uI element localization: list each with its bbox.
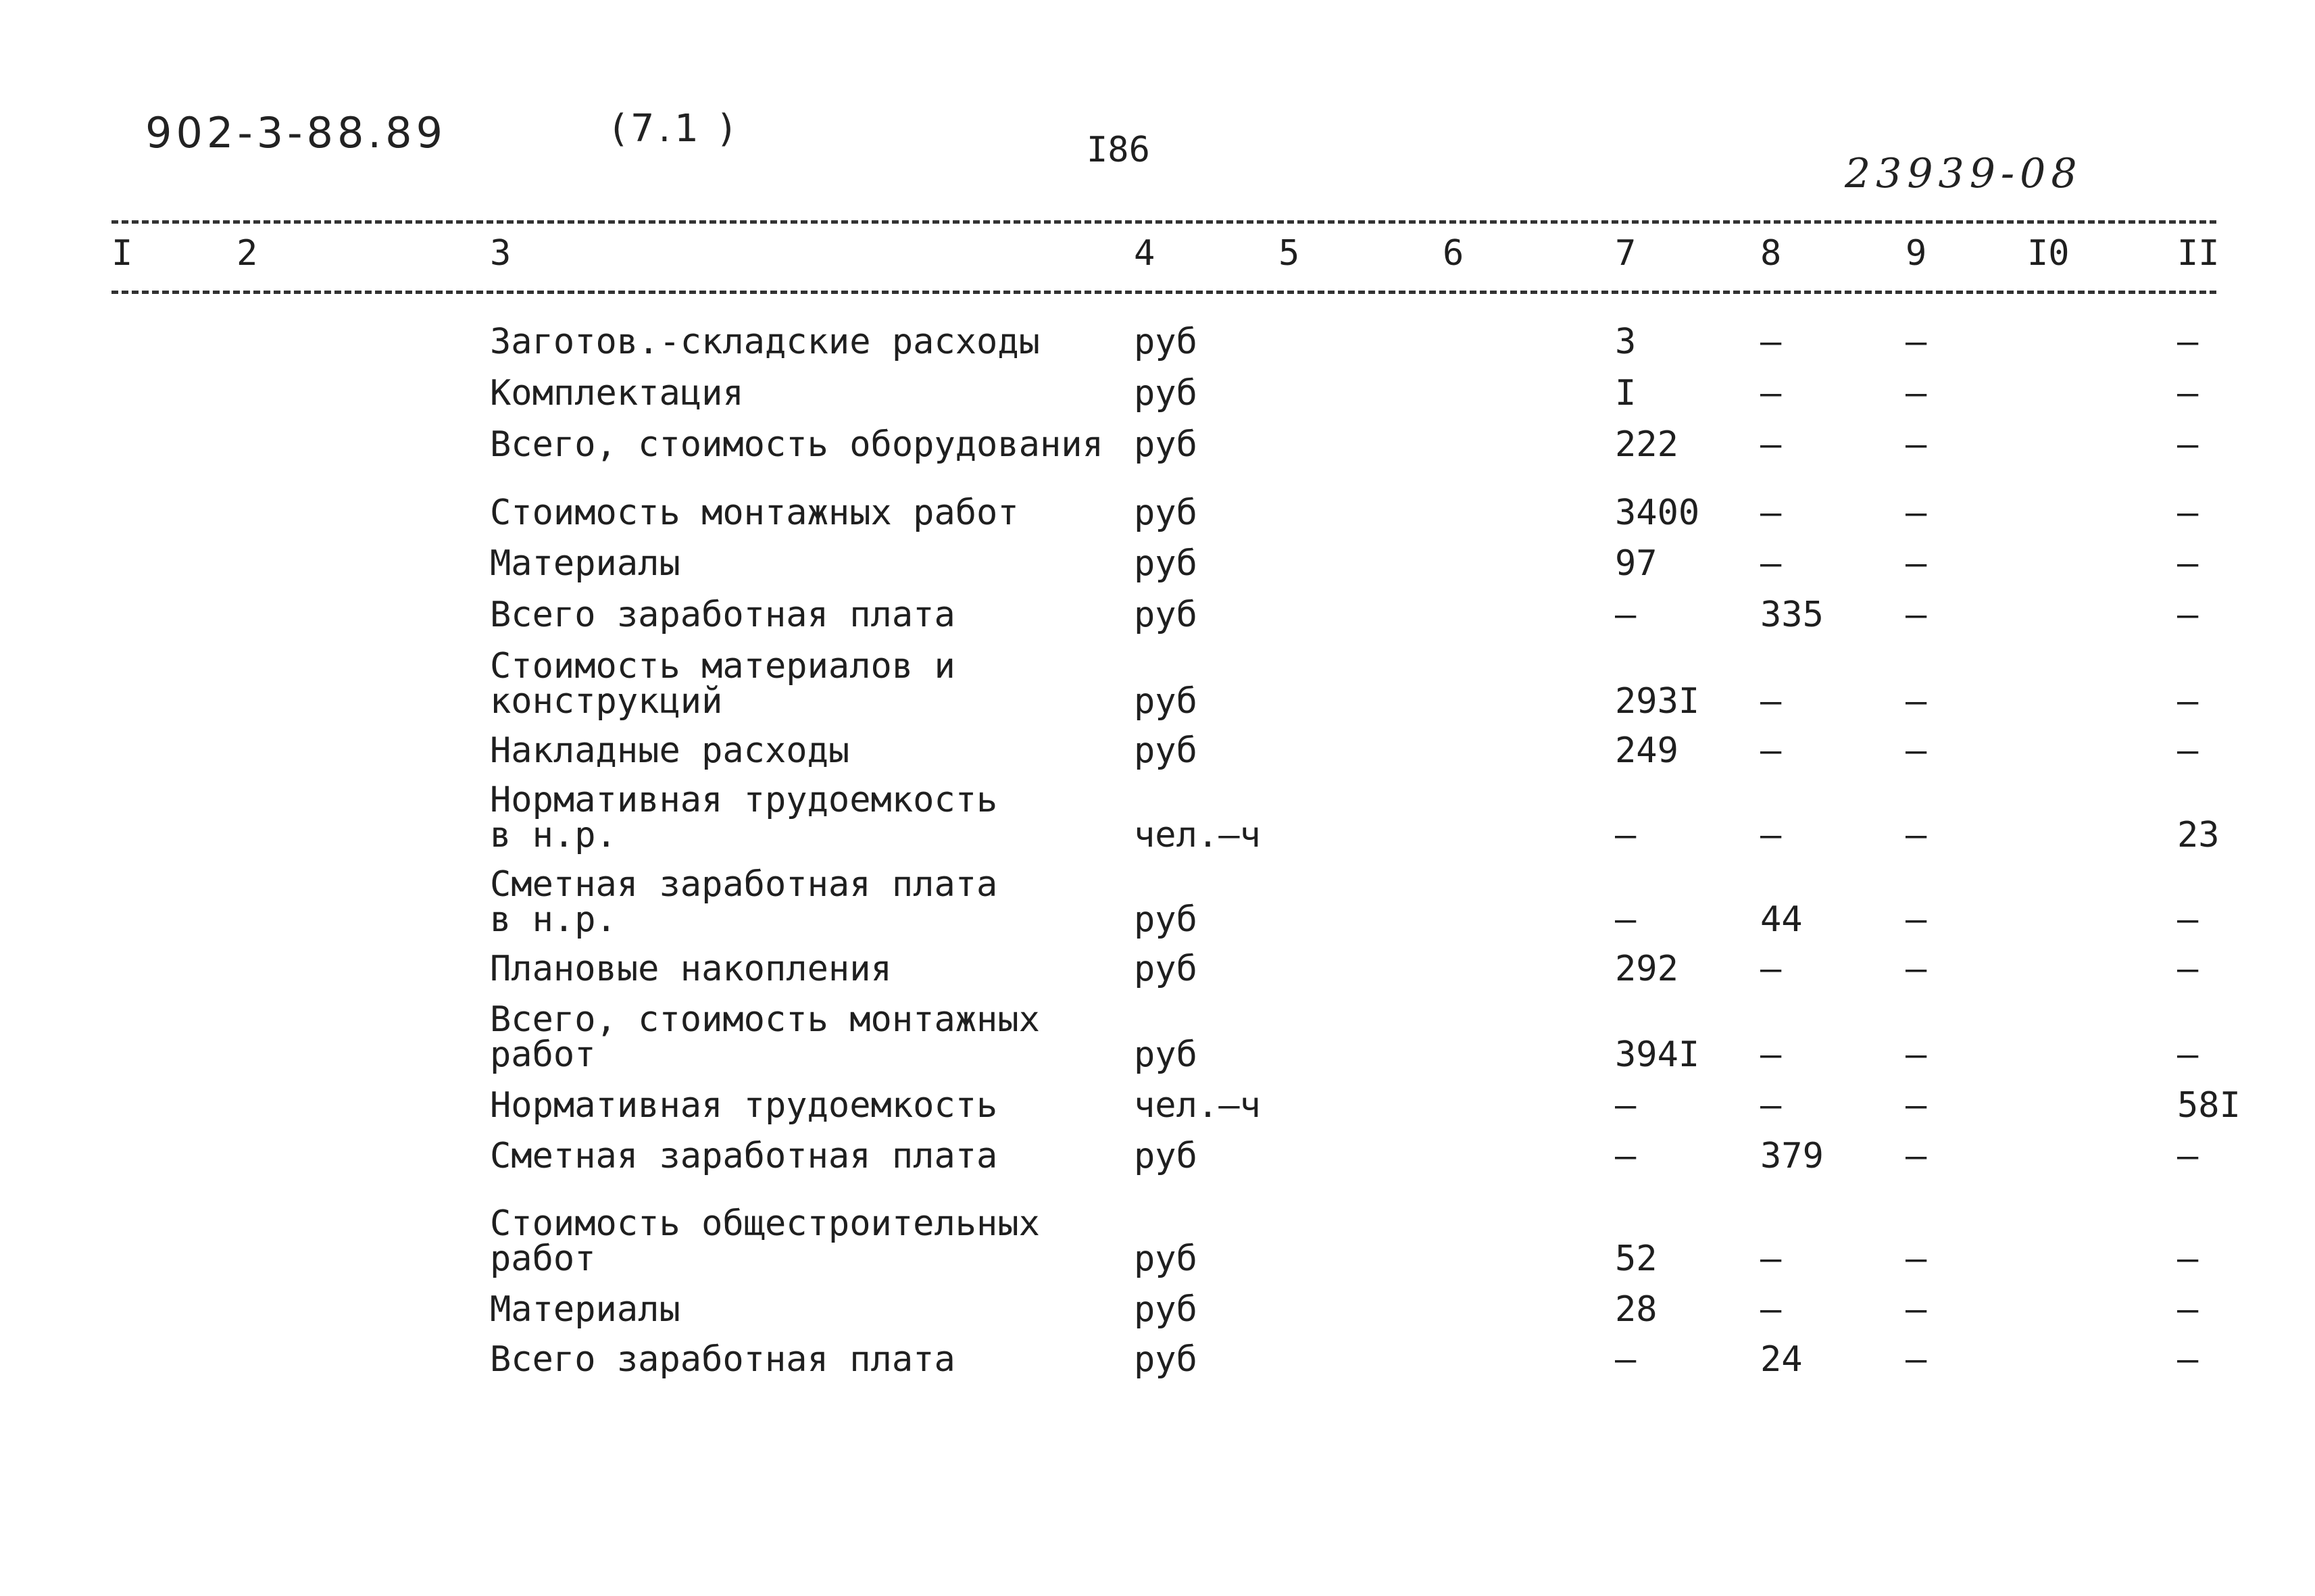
value-col-11: –: [2177, 1339, 2199, 1380]
value-col-9: –: [1906, 322, 1927, 362]
value-col-11: –: [2177, 373, 2199, 414]
item-name: Нормативная трудоемкость в н.р.: [490, 780, 998, 855]
value-col-7: I: [1615, 373, 1637, 414]
value-col-11: –: [2177, 730, 2199, 771]
value-col-7: –: [1615, 595, 1637, 635]
table-row: [0, 1203, 2315, 1279]
item-name: Материалы: [490, 543, 680, 584]
table-row: [0, 1339, 2315, 1380]
item-unit: руб: [1134, 730, 1197, 771]
table-row: [0, 782, 2315, 853]
value-col-9: –: [1906, 681, 1927, 722]
column-number-8: 8: [1760, 233, 1782, 274]
value-col-7: 249: [1615, 730, 1678, 771]
table-row: [0, 951, 2315, 987]
table-row: [0, 864, 2315, 940]
value-col-9: –: [1906, 543, 1927, 584]
item-unit: руб: [1134, 595, 1197, 635]
value-col-7: 394I: [1615, 1034, 1700, 1075]
value-col-9: –: [1906, 1289, 1927, 1330]
value-col-8: –: [1760, 1289, 1782, 1330]
value-col-11: –: [2177, 1289, 2199, 1330]
document-code: 902-3-88.89: [145, 108, 447, 157]
section-number: (7.1 ): [612, 107, 738, 151]
value-col-8: 335: [1760, 595, 1824, 635]
column-number-3: 3: [490, 233, 512, 274]
value-col-9: –: [1906, 899, 1927, 940]
column-number-2: 2: [237, 233, 258, 274]
value-col-9: –: [1906, 595, 1927, 635]
item-unit: руб: [1134, 1339, 1197, 1380]
column-number-5: 5: [1278, 233, 1300, 274]
value-col-9: –: [1906, 1136, 1927, 1176]
page-number: I86: [1087, 130, 1150, 170]
value-col-8: 379: [1760, 1136, 1824, 1176]
item-unit: руб: [1134, 681, 1197, 722]
item-name: Материалы: [490, 1289, 680, 1330]
value-col-9: –: [1906, 730, 1927, 771]
value-col-9: –: [1906, 424, 1927, 465]
value-col-11: –: [2177, 424, 2199, 465]
value-col-8: –: [1760, 1239, 1782, 1279]
value-col-11: –: [2177, 1136, 2199, 1176]
item-name: Плановые накопления: [490, 949, 892, 989]
value-col-7: 292: [1615, 949, 1678, 989]
value-col-8: –: [1760, 543, 1782, 584]
column-number-11: II: [2177, 233, 2220, 274]
table-row: [0, 1136, 2315, 1176]
table-row: [0, 322, 2315, 362]
column-number-7: 7: [1615, 233, 1637, 274]
item-unit: руб: [1134, 322, 1197, 362]
value-col-11: –: [2177, 899, 2199, 940]
value-col-11: –: [2177, 1034, 2199, 1075]
table-row: [0, 373, 2315, 414]
value-col-9: –: [1906, 493, 1927, 533]
value-col-9: –: [1906, 1239, 1927, 1279]
value-col-8: –: [1760, 681, 1782, 722]
item-name: Всего заработная плата: [490, 1339, 955, 1380]
table-row: [0, 543, 2315, 584]
table-row: [0, 1085, 2315, 1126]
value-col-8: –: [1760, 493, 1782, 533]
table-row: [0, 999, 2315, 1075]
table-row: [0, 646, 2315, 722]
item-unit: руб: [1134, 1034, 1197, 1075]
column-number-1: I: [111, 233, 133, 274]
item-name: Всего, стоимость оборудования: [490, 424, 1103, 465]
archive-number: 23939-08: [1845, 150, 2083, 197]
item-unit: руб: [1134, 543, 1197, 584]
value-col-11: 23: [2177, 815, 2220, 855]
value-col-7: –: [1615, 1085, 1637, 1126]
value-col-7: 52: [1615, 1239, 1658, 1279]
value-col-9: –: [1906, 373, 1927, 414]
item-name: Сметная заработная плата в н.р.: [490, 864, 998, 940]
item-unit: руб: [1134, 949, 1197, 989]
item-name: Заготов.-складские расходы: [490, 322, 1040, 362]
item-name: Стоимость монтажных работ: [490, 493, 1019, 533]
value-col-9: –: [1906, 1034, 1927, 1075]
item-name: Всего, стоимость монтажных работ: [490, 999, 1040, 1075]
value-col-8: –: [1760, 949, 1782, 989]
value-col-7: –: [1615, 1136, 1637, 1176]
item-unit: руб: [1134, 373, 1197, 414]
item-unit: руб: [1134, 1289, 1197, 1330]
value-col-7: 28: [1615, 1289, 1658, 1330]
item-name: Всего заработная плата: [490, 595, 955, 635]
value-col-7: 3: [1615, 322, 1637, 362]
value-col-9: –: [1906, 815, 1927, 855]
column-number-10: I0: [2027, 233, 2070, 274]
value-col-8: –: [1760, 1034, 1782, 1075]
value-col-9: –: [1906, 1339, 1927, 1380]
value-col-9: –: [1906, 1085, 1927, 1126]
item-unit: руб: [1134, 899, 1197, 940]
value-col-11: –: [2177, 1239, 2199, 1279]
table-row: [0, 1289, 2315, 1330]
value-col-11: –: [2177, 543, 2199, 584]
value-col-9: –: [1906, 949, 1927, 989]
value-col-8: –: [1760, 1085, 1782, 1126]
value-col-7: –: [1615, 815, 1637, 855]
value-col-8: –: [1760, 815, 1782, 855]
column-number-9: 9: [1906, 233, 1927, 274]
value-col-11: –: [2177, 493, 2199, 533]
table-row: [0, 493, 2315, 533]
value-col-7: 293I: [1615, 681, 1700, 722]
item-unit: чел.–ч: [1134, 1085, 1261, 1126]
value-col-7: 97: [1615, 543, 1658, 584]
column-number-6: 6: [1443, 233, 1464, 274]
item-name: Сметная заработная плата: [490, 1136, 998, 1176]
table-row: [0, 730, 2315, 771]
value-col-8: –: [1760, 322, 1782, 362]
value-col-11: –: [2177, 681, 2199, 722]
value-col-8: 24: [1760, 1339, 1803, 1380]
table-row: [0, 595, 2315, 635]
item-name: Накладные расходы: [490, 730, 850, 771]
value-col-7: –: [1615, 1339, 1637, 1380]
value-col-8: –: [1760, 424, 1782, 465]
item-unit: руб: [1134, 1136, 1197, 1176]
item-unit: руб: [1134, 1239, 1197, 1279]
table-row: [0, 424, 2315, 465]
value-col-7: 222: [1615, 424, 1678, 465]
value-col-11: –: [2177, 949, 2199, 989]
value-col-8: 44: [1760, 899, 1803, 940]
value-col-11: –: [2177, 595, 2199, 635]
value-col-11: –: [2177, 322, 2199, 362]
item-name: Комплектация: [490, 373, 744, 414]
item-unit: чел.–ч: [1134, 815, 1261, 855]
value-col-8: –: [1760, 373, 1782, 414]
value-col-7: 3400: [1615, 493, 1700, 533]
item-unit: руб: [1134, 493, 1197, 533]
item-unit: руб: [1134, 424, 1197, 465]
item-name: Стоимость материалов и конструкций: [490, 646, 955, 722]
item-name: Нормативная трудоемкость: [490, 1085, 998, 1126]
value-col-7: –: [1615, 899, 1637, 940]
item-name: Стоимость общестроительных работ: [490, 1203, 1040, 1279]
column-number-4: 4: [1134, 233, 1155, 274]
value-col-8: –: [1760, 730, 1782, 771]
value-col-11: 58I: [2177, 1085, 2241, 1126]
